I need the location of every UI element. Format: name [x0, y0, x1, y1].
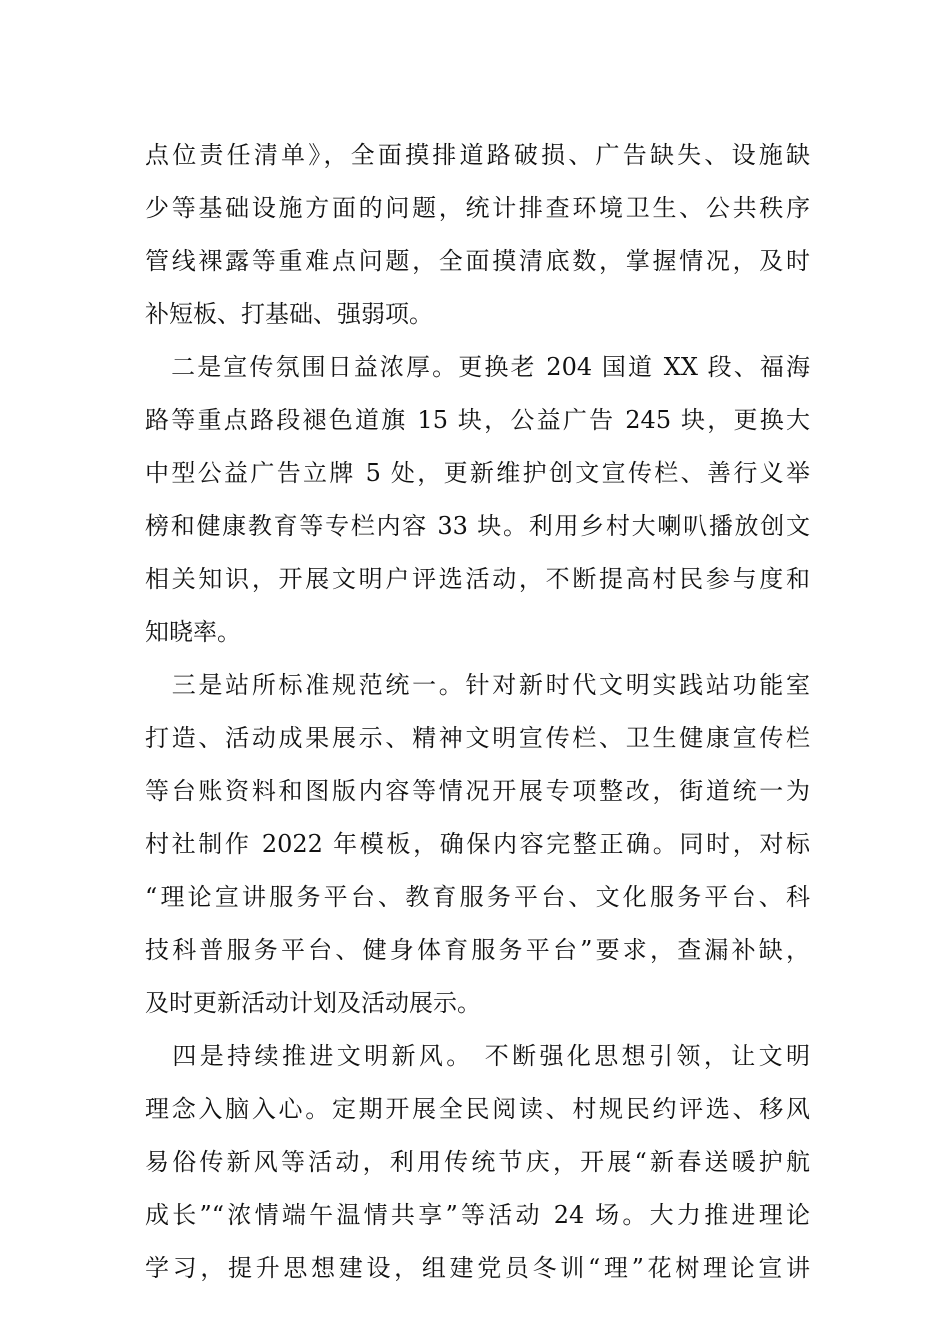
text-line: 点位责任清单》，全面摸排道路破损、广告缺失、设施缺 — [145, 141, 810, 169]
text-line: 及时更新活动计划及活动展示。 — [145, 989, 481, 1017]
text-line: “理论宣讲服务平台、教育服务平台、文化服务平台、科 — [145, 883, 810, 911]
text-line: 成长”“浓情端午温情共享”等活动 24 场。大力推进理论 — [145, 1201, 810, 1229]
paragraph-4 — [145, 1030, 810, 1295]
text-line: 中型公益广告立牌 5 处，更新维护创文宣传栏、善行义举 — [145, 459, 810, 487]
paragraph-3 — [145, 659, 810, 1030]
text-line: 榜和健康教育等专栏内容 33 块。利用乡村大喇叭播放创文 — [145, 512, 810, 540]
text-line: 三是站所标准规范统一。针对新时代文明实践站功能室 — [145, 671, 810, 699]
text-line: 相关知识，开展文明户评选活动，不断提高村民参与度和 — [145, 565, 810, 593]
paragraph-2 — [145, 341, 810, 659]
text-line: 路等重点路段褪色道旗 15 块，公益广告 245 块，更换大 — [145, 406, 810, 434]
text-line: 村社制作 2022 年模板，确保内容完整正确。同时，对标 — [145, 830, 810, 858]
text-line: 学习，提升思想建设，组建党员冬训“理”花树理论宣讲 — [145, 1254, 810, 1282]
text-line: 打造、活动成果展示、精神文明宣传栏、卫生健康宣传栏 — [145, 724, 810, 752]
text-line: 二是宣传氛围日益浓厚。更换老 204 国道 XX 段、福海 — [145, 353, 810, 381]
text-line: 补短板、打基础、强弱项。 — [145, 300, 433, 328]
text-line: 等台账资料和图版内容等情况开展专项整改，街道统一为 — [145, 777, 810, 805]
text-line: 四是持续推进文明新风。 不断强化思想引领，让文明 — [145, 1042, 810, 1070]
paragraph-1 — [145, 129, 810, 341]
text-line: 理念入脑入心。定期开展全民阅读、村规民约评选、移风 — [145, 1095, 810, 1123]
text-line: 技科普服务平台、健身体育服务平台”要求，查漏补缺， — [145, 936, 810, 964]
document-body — [145, 129, 810, 1295]
text-line: 少等基础设施方面的问题，统计排查环境卫生、公共秩序 — [145, 194, 810, 222]
text-line: 易俗传新风等活动，利用传统节庆，开展“新春送暖护航 — [145, 1148, 810, 1176]
text-line: 知晓率。 — [145, 618, 241, 646]
text-line: 管线裸露等重难点问题，全面摸清底数，掌握情况，及时 — [145, 247, 810, 275]
